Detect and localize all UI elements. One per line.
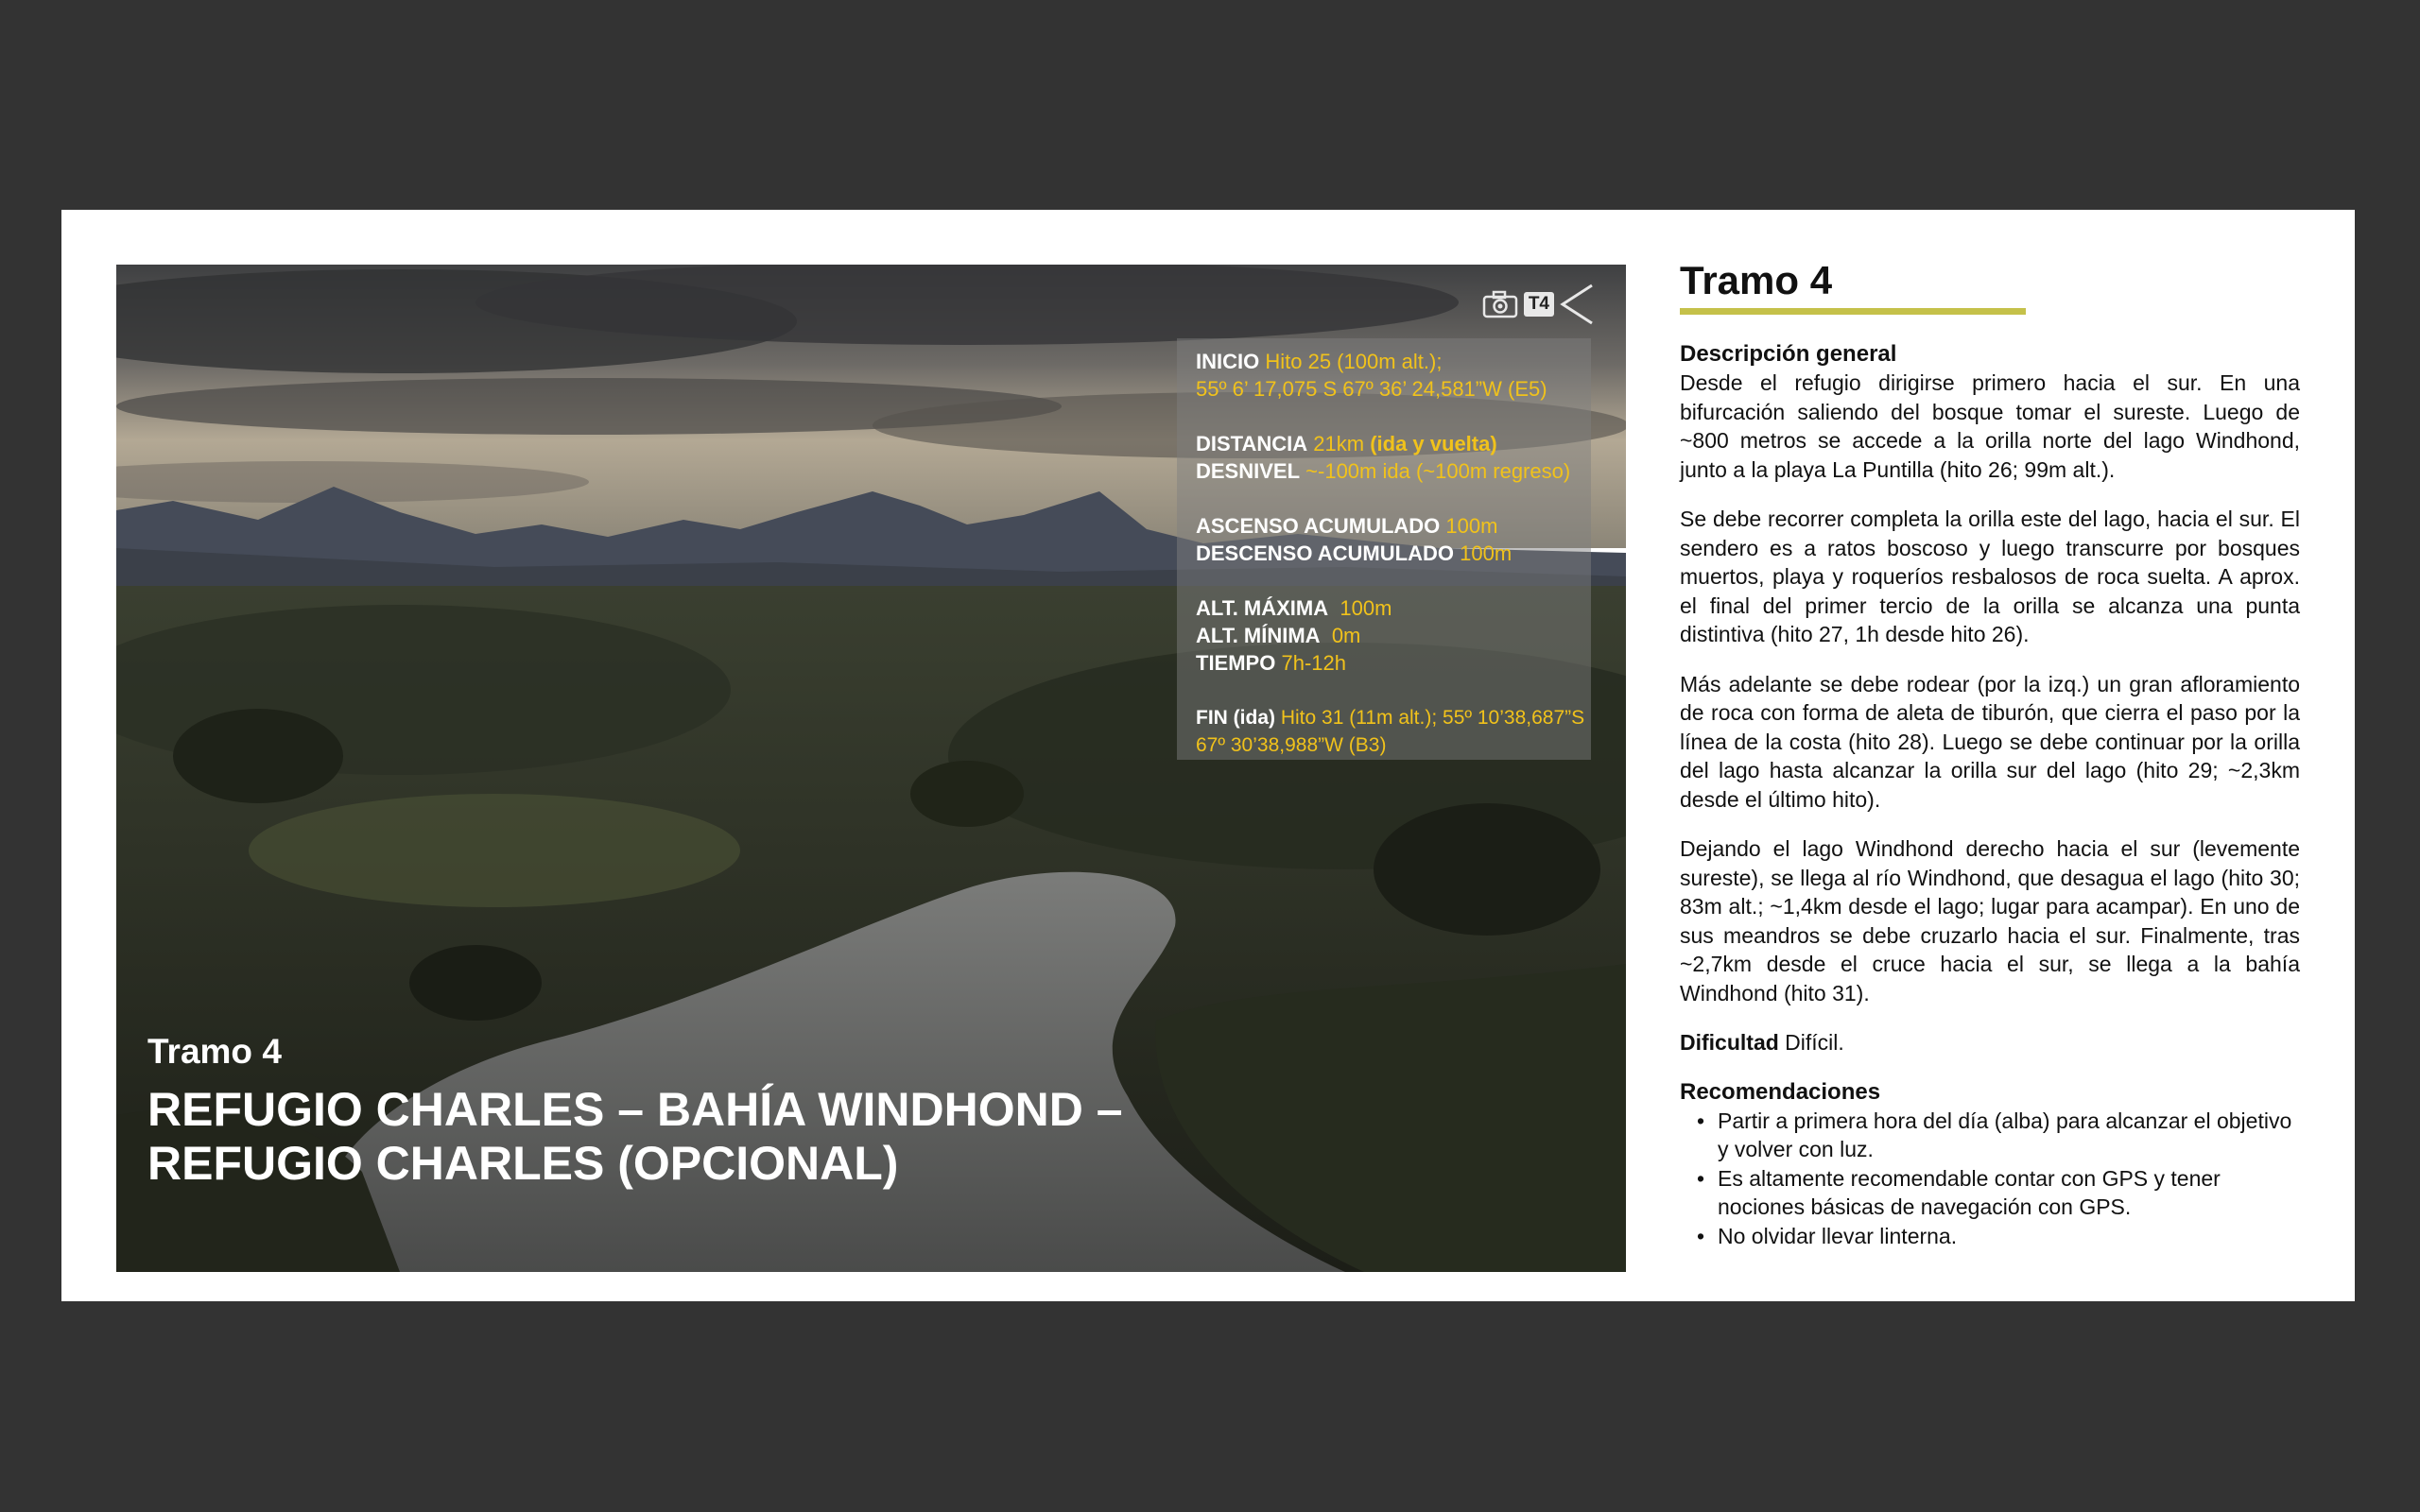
fin-value: Hito 31 (11m alt.); 55º 10’38,687”S bbox=[1280, 707, 1585, 729]
descenso-value: 100m bbox=[1460, 541, 1512, 565]
paragraph-2: Se debe recorrer completa la orilla este del lago, hacia el sur. El sendero es a ratos boscoso y luego transcurre por bosques muertos, playa y roqueríos resbalosos de roca suelta. A aprox. el final del primer tercio de la orilla se alcanza una punta distintiva (hito 27, 1h desde hito 26). bbox=[1680, 507, 2300, 646]
photo-title-line1: REFUGIO CHARLES – BAHÍA WINDHOND – bbox=[147, 1083, 1123, 1136]
description-column bbox=[1680, 257, 2300, 1250]
fin-coords: 67º 30’38,988”W (B3) bbox=[1196, 734, 1387, 756]
camera-icon bbox=[1482, 290, 1518, 318]
chevron-left-icon[interactable] bbox=[1560, 284, 1594, 325]
recommendations-list bbox=[1680, 1107, 2300, 1251]
altmax-label: ALT. MÁXIMA bbox=[1196, 596, 1329, 620]
ascenso-value: 100m bbox=[1445, 514, 1498, 538]
altmax-value: 100m bbox=[1340, 596, 1392, 620]
difficulty bbox=[1680, 1028, 2300, 1057]
list-item: • Es altamente recomendable contar con GPS y tener nociones básicas de navegación con GPS. bbox=[1718, 1164, 2300, 1222]
info-alturas bbox=[1196, 594, 1591, 677]
list-item: • Partir a primera hora del día (alba) para alcanzar el objetivo y volver con luz. bbox=[1718, 1107, 2300, 1164]
descenso-label: DESCENSO ACUMULADO bbox=[1196, 541, 1454, 565]
desnivel-value: ~-100m ida (~100m regreso) bbox=[1305, 459, 1571, 483]
title-underline bbox=[1680, 308, 2026, 315]
altmin-value: 0m bbox=[1331, 624, 1361, 647]
ascenso-label: ASCENSO ACUMULADO bbox=[1196, 514, 1441, 538]
inicio-label: INICIO bbox=[1196, 350, 1260, 373]
photo-title bbox=[147, 1083, 1376, 1191]
photo-subtitle: Tramo 4 bbox=[147, 1032, 282, 1071]
photo-title-line2: REFUGIO CHARLES (OPCIONAL) bbox=[147, 1137, 899, 1190]
description-heading: Descripción general bbox=[1680, 341, 1897, 367]
altmin-label: ALT. MÍNIMA bbox=[1196, 624, 1321, 647]
paragraph-4: Dejando el lago Windhond derecho hacia el sur (levemente sureste), se llega al río Windhond, que desagua el lago (hito 30; 83m alt.; ~1,4km desde el lago; lugar para acampar). En uno de sus meandros se debe cruzarlo hacia el sur. Finalmente, tras ~2,7km desde el cruce hacia el sur, se llega a la bahía Windhond (hito 31). bbox=[1680, 836, 2300, 1005]
info-distancia bbox=[1196, 430, 1591, 485]
inicio-value: Hito 25 (100m alt.); bbox=[1265, 350, 1443, 373]
inicio-coords: 55º 6’ 17,075 S 67º 36’ 24,581”W (E5) bbox=[1196, 377, 1547, 401]
distancia-extra: (ida y vuelta) bbox=[1370, 432, 1497, 455]
info-inicio bbox=[1196, 348, 1591, 403]
list-item: • No olvidar llevar linterna. bbox=[1718, 1222, 2300, 1251]
photo-icons bbox=[1482, 284, 1594, 325]
tiempo-label: TIEMPO bbox=[1196, 651, 1276, 675]
distancia-value: 21km bbox=[1313, 432, 1365, 455]
info-fin bbox=[1196, 704, 1591, 759]
landscape-photo bbox=[116, 265, 1626, 1272]
distancia-label: DISTANCIA bbox=[1196, 432, 1308, 455]
desnivel-label: DESNIVEL bbox=[1196, 459, 1301, 483]
tiempo-value: 7h-12h bbox=[1281, 651, 1346, 675]
section-badge: T4 bbox=[1524, 292, 1554, 317]
difficulty-value: Difícil. bbox=[1785, 1030, 1844, 1055]
paragraph-3: Más adelante se debe rodear (por la izq.) un gran afloramiento de roca con forma de aleta de tiburón, que cierra el paso por la línea de la costa (hito 28). Luego se debe continuar por la orilla del lago hasta alcanzar la orilla sur del lago (hito 29; ~2,3km desde el último hito). bbox=[1680, 671, 2300, 812]
section-title: Tramo 4 bbox=[1680, 258, 1833, 302]
page bbox=[61, 210, 2355, 1301]
route-info-panel bbox=[1177, 338, 1591, 760]
info-acumulado bbox=[1196, 512, 1591, 567]
recommendations-heading: Recomendaciones bbox=[1680, 1078, 1881, 1105]
difficulty-label: Dificultad bbox=[1680, 1030, 1779, 1055]
paragraph-1: Desde el refugio dirigirse primero hacia el sur. En una bifurcación saliendo del bosque tomar el sureste. Luego de ~800 metros se accede a la orilla norte del lago Windhond, junto a la playa La Puntilla (hito 26; 99m alt.). bbox=[1680, 370, 2300, 482]
fin-label: FIN (ida) bbox=[1196, 707, 1275, 729]
